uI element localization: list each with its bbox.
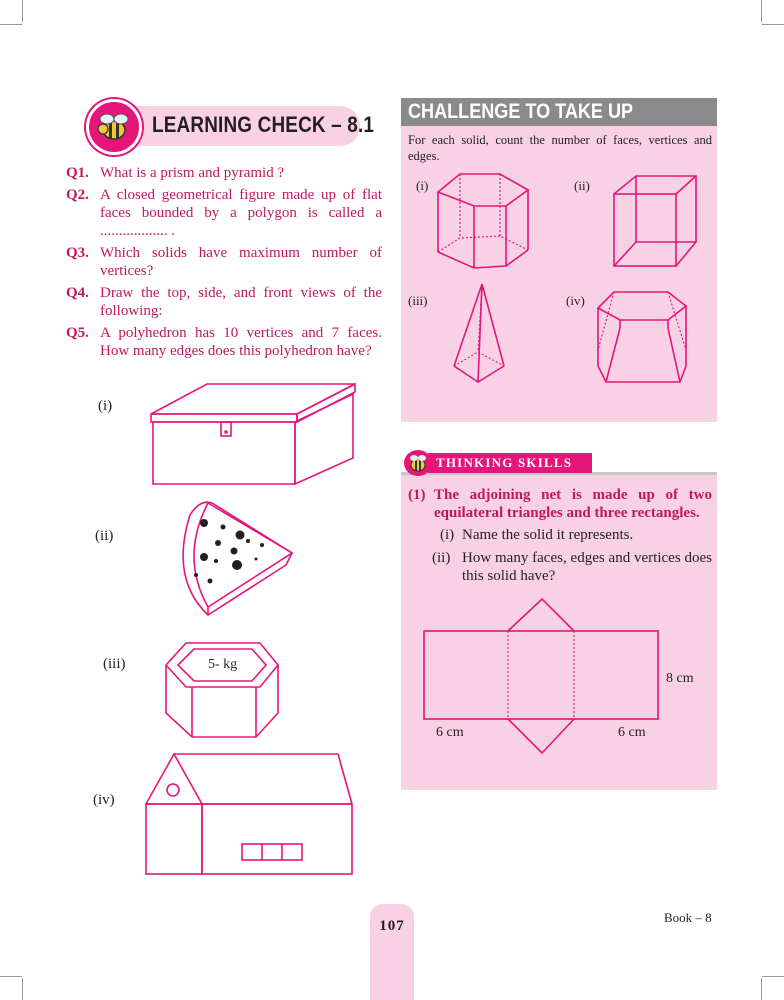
- question-3: [66, 244, 382, 280]
- question-5: [66, 324, 382, 360]
- weight-label: 5- kg: [208, 657, 238, 672]
- thinking-question-1: [408, 486, 712, 522]
- question-number: Q2.: [66, 187, 89, 203]
- sub-question-number: (ii): [432, 550, 451, 566]
- challenge-intro: For each solid, count the number of faces, vertices and edges.: [408, 133, 712, 163]
- question-text: A polyhedron has 10 vertices and 7 faces. How many edges does this polyhedron have?: [100, 325, 382, 359]
- box-figure: [145, 380, 360, 490]
- question-4: [66, 284, 382, 320]
- solid-label: (ii): [574, 178, 590, 193]
- question-1: [66, 164, 382, 182]
- crop-mark: [761, 0, 762, 22]
- figure-label: (i): [98, 398, 113, 414]
- cube-figure: [610, 172, 700, 270]
- crop-mark: [22, 0, 23, 22]
- net-left-width-label: 6 cm: [436, 725, 464, 740]
- page-number: 107: [379, 918, 405, 934]
- question-number: Q4.: [66, 285, 89, 301]
- learning-check-title: LEARNING CHECK – 8.1: [152, 112, 375, 137]
- crop-mark: [761, 978, 762, 1000]
- net-right-width-label: 6 cm: [618, 725, 646, 740]
- thinking-skills-title: THINKING SKILLS: [436, 455, 573, 470]
- question-text: Draw the top, side, and front views of the following:: [100, 285, 382, 319]
- sub-question-text: How many faces, edges and vertices does this solid have?: [462, 550, 712, 584]
- sub-question-number: (i): [440, 527, 455, 543]
- bee-mascot-icon: [86, 99, 142, 155]
- net-height-label: 8 cm: [666, 671, 694, 686]
- question-number: Q3.: [66, 245, 89, 261]
- figure-label: (iii): [103, 656, 126, 672]
- question-text: Which solids have maximum number of vertices?: [100, 245, 382, 279]
- crop-mark: [22, 978, 23, 1000]
- figure-label: (ii): [95, 528, 114, 544]
- hexagonal-frustum-figure: [596, 290, 690, 386]
- question-number: Q5.: [66, 325, 89, 341]
- sub-question-i: [432, 526, 712, 544]
- question-number: Q1.: [66, 165, 89, 181]
- crop-mark: [0, 24, 22, 25]
- pyramid-figure: [450, 282, 510, 386]
- house-figure: [140, 750, 360, 878]
- question-text: The adjoining net is made up of two equilateral triangles and three rectangles.: [434, 487, 712, 521]
- crop-mark: [762, 24, 784, 25]
- question-2: [66, 186, 382, 240]
- solid-label: (iii): [408, 293, 428, 308]
- question-number: (1): [408, 487, 426, 503]
- crop-mark: [0, 976, 22, 977]
- solid-label: (i): [416, 178, 429, 193]
- sub-question-text: Name the solid it represents.: [462, 527, 634, 543]
- hexagonal-prism-figure: [434, 168, 534, 272]
- challenge-title: CHALLENGE TO TAKE UP: [408, 100, 634, 123]
- question-text: A closed geometrical figure made up of flat faces bounded by a polygon is called a .................. .: [100, 187, 382, 239]
- bee-mascot-icon: [404, 450, 432, 476]
- hexagonal-weight-figure: [160, 635, 285, 745]
- question-text: What is a prism and pyramid ?: [100, 165, 285, 181]
- figure-label: (iv): [93, 792, 115, 808]
- pizza-slice-figure: [160, 495, 300, 621]
- crop-mark: [762, 976, 784, 977]
- solid-label: (iv): [566, 293, 585, 308]
- book-label: Book – 8: [664, 910, 712, 925]
- sub-question-ii: [432, 549, 712, 585]
